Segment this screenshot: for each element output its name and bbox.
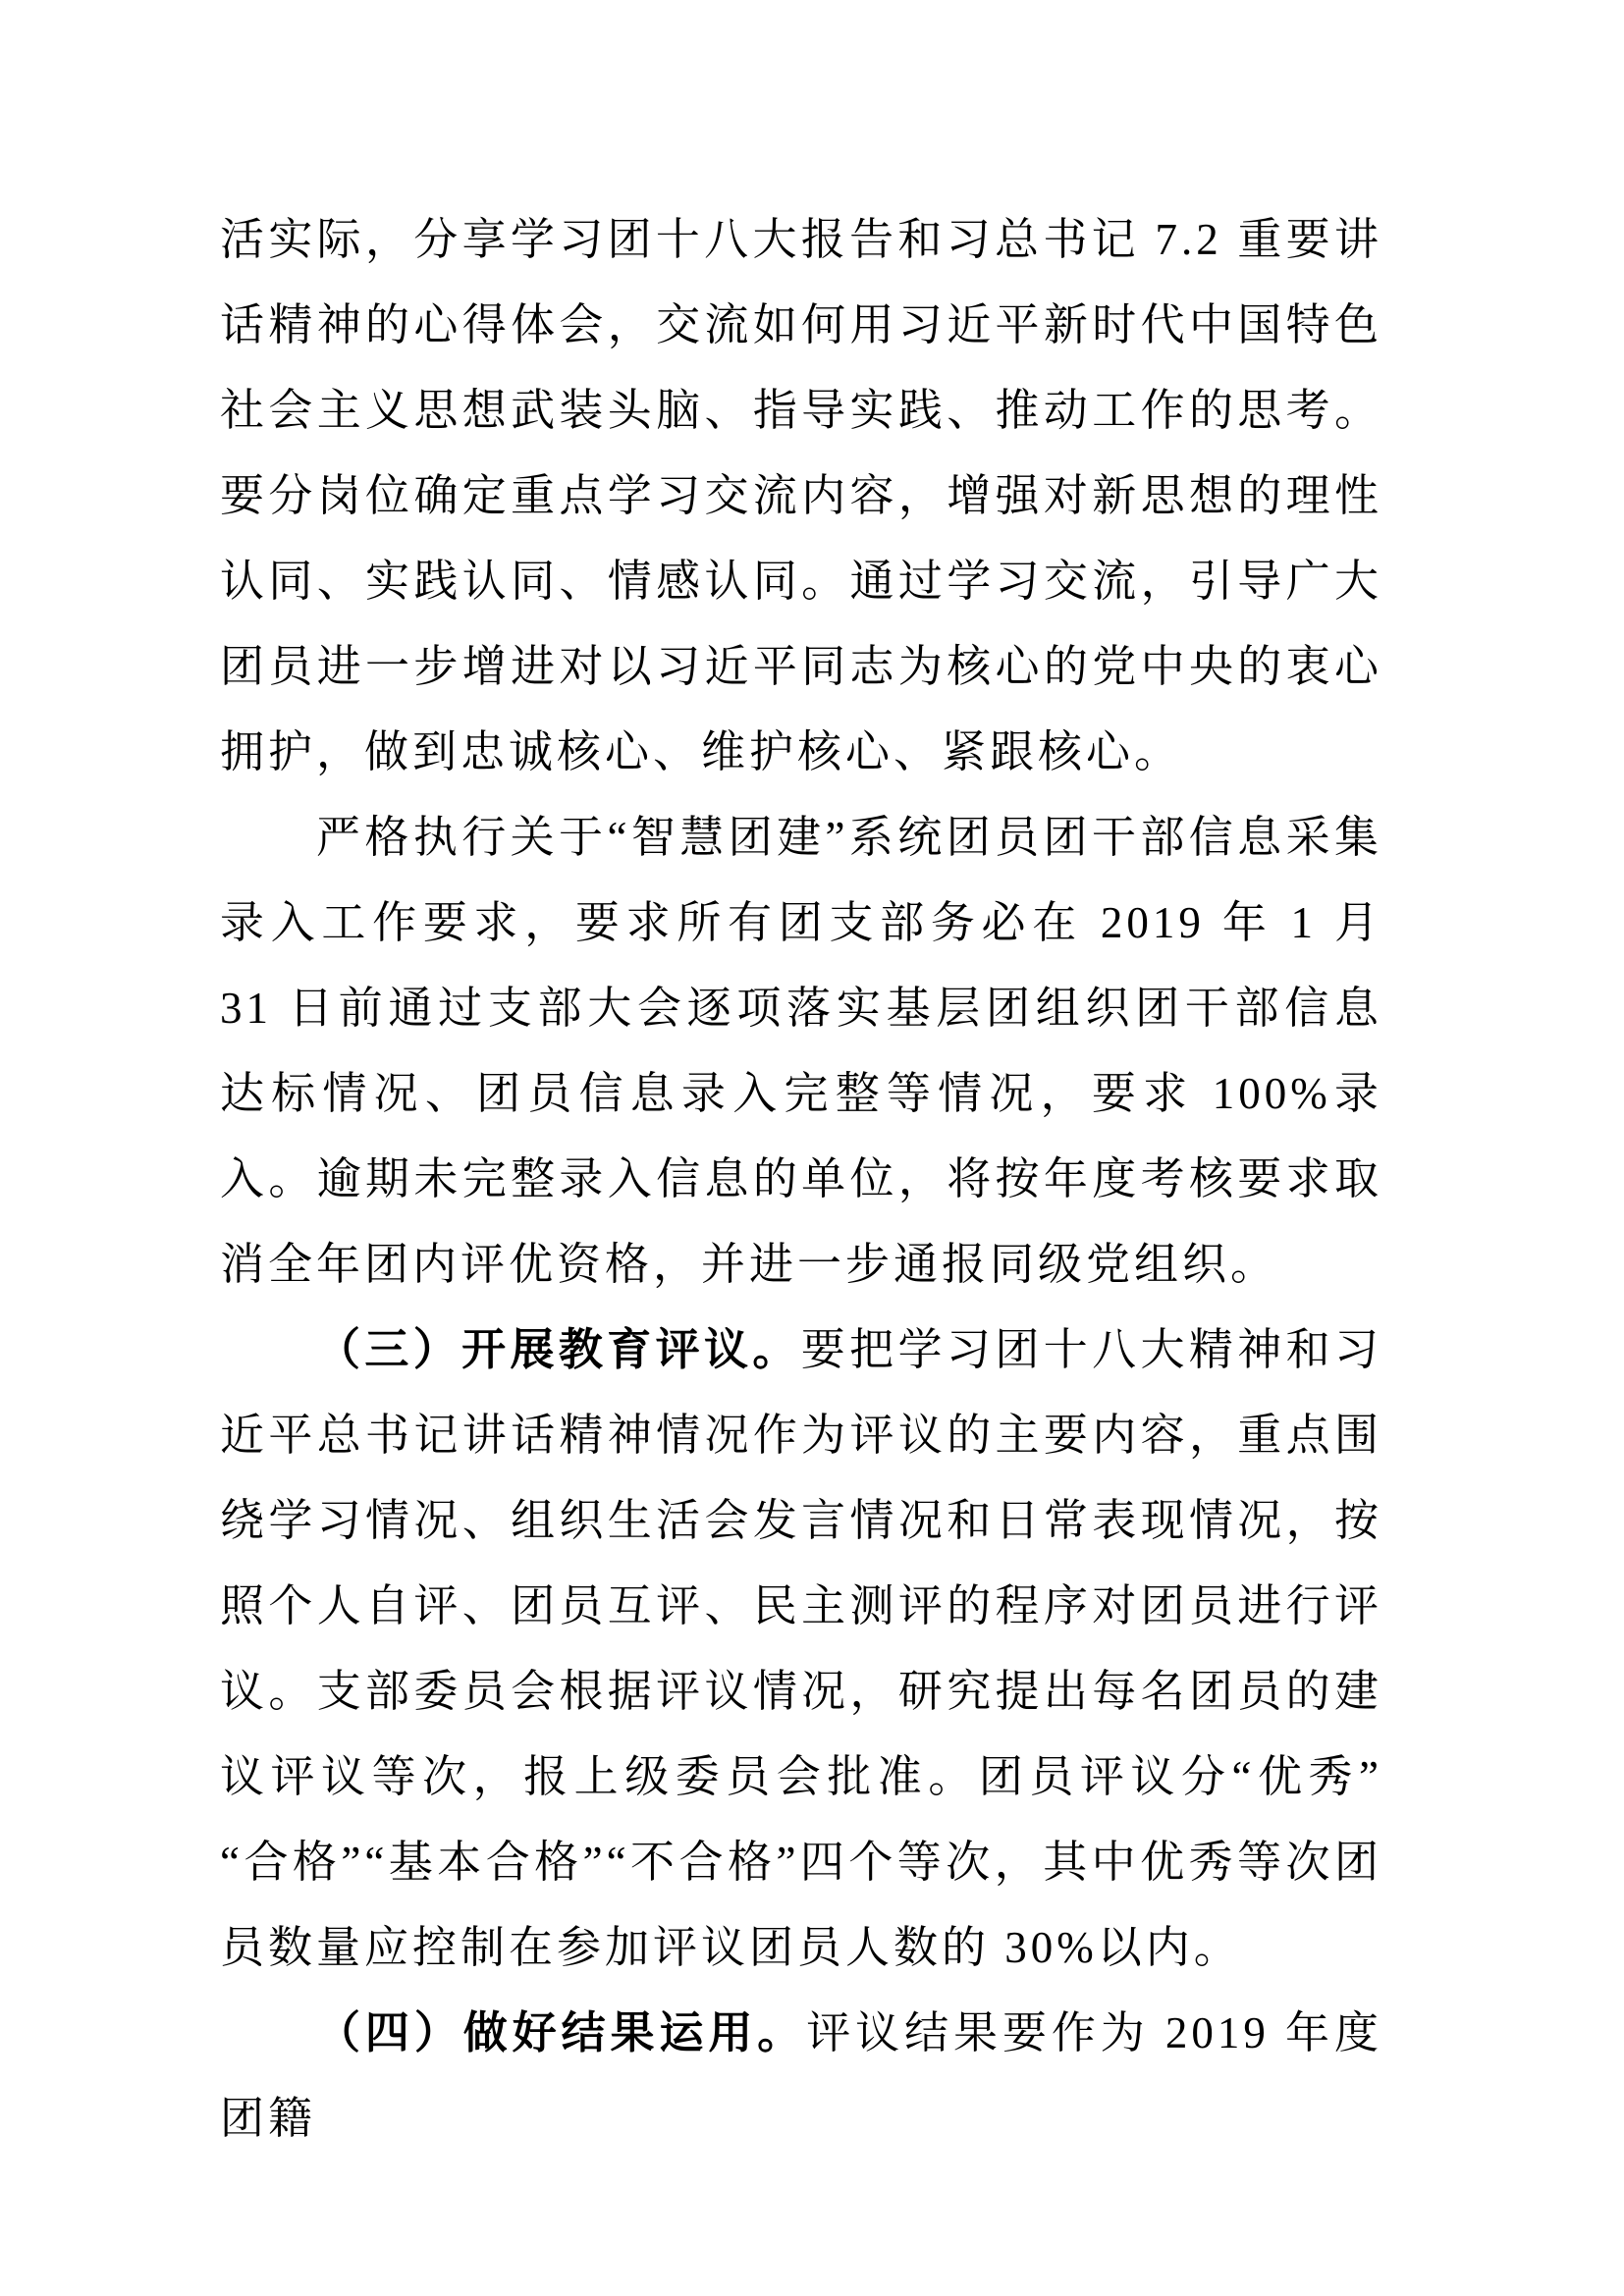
paragraph-bold-lead: （三）开展教育评议。 bbox=[316, 1325, 801, 1374]
paragraph-text: 活实际，分享学习团十八大报告和习总书记 7.2 重要讲话精神的心得体会，交流如何用习近平新时代中国特色社会主义思想武装头脑、指导实践、推动工作的思考。要分岗位确定重点学习交流内容，增强对新思想的理性认同、实践认同、情感认同。通过学习交流，引导广大团员进一步增进对以习近平同志为核心的党中央的衷心拥护，做到忠诚核心、维护核心、紧跟核心。 bbox=[220, 215, 1382, 776]
paragraph-section-4 bbox=[220, 1991, 1382, 2162]
document-body bbox=[220, 197, 1382, 2162]
paragraph-bold-lead: （四）做好结果运用。 bbox=[316, 2008, 807, 2057]
paragraph-section-3 bbox=[220, 1308, 1382, 1991]
paragraph-text: 评议结果要作为 2019 年度团籍 bbox=[220, 2008, 1382, 2143]
paragraph-info-entry bbox=[220, 795, 1382, 1308]
paragraph-text: 要把学习团十八大精神和习近平总书记讲话精神情况作为评议的主要内容，重点围绕学习情况、组织生活会发言情况和日常表现情况，按照个人自评、团员互评、民主测评的程序对团员进行评议。支部委员会根据评议情况，研究提出每名团员的建议评议等次，报上级委员会批准。团员评议分“优秀”“合格”“基本合格”“不合格”四个等次，其中优秀等次团员数量应控制在参加评议团员人数的 30%以内。 bbox=[220, 1325, 1382, 1972]
paragraph-text: 严格执行关于“智慧团建”系统团员团干部信息采集录入工作要求，要求所有团支部务必在 2019 年 1 月 31 日前通过支部大会逐项落实基层团组织团干部信息达标情况、团员信息录入完整等情况，要求 100%录入。逾期未完整录入信息的单位，将按年度考核要求取消全年团内评优资格，并进一步通报同级党组织。 bbox=[220, 813, 1382, 1289]
paragraph-continuation bbox=[220, 197, 1382, 795]
